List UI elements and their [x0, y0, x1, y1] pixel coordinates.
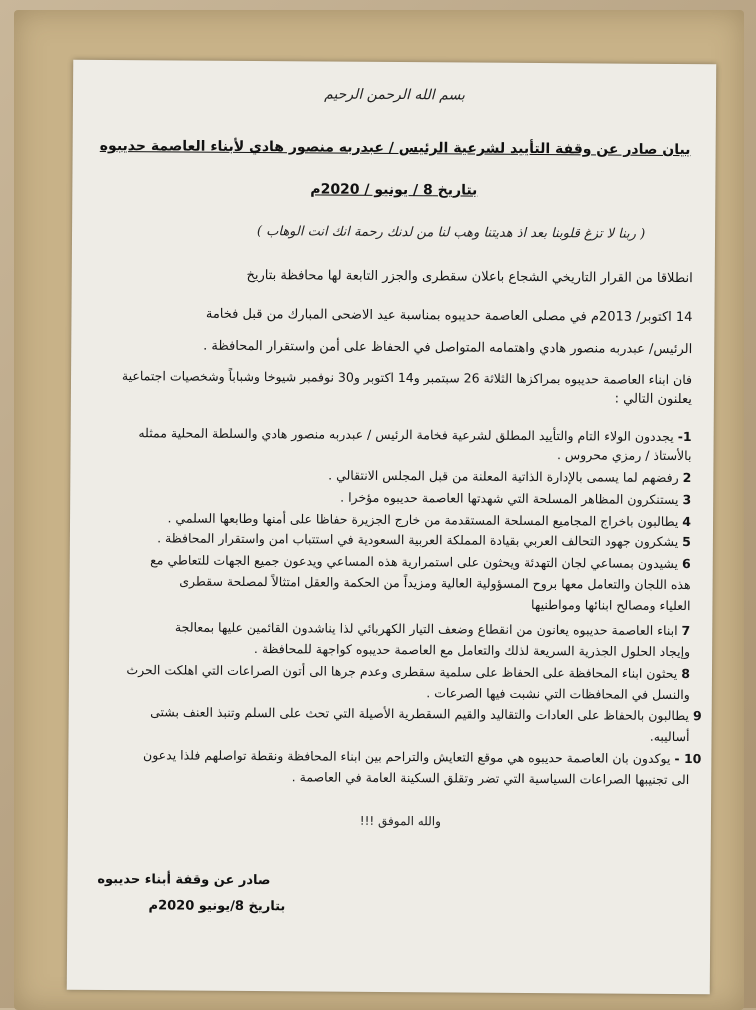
- quran-verse: ( ربنا لا تزغ قلوبنا بعد اذ هديتنا وهب لنا من لدنك رحمة انك انت الوهاب ): [256, 224, 646, 242]
- item-text: بالأستاذ / رمزي محروس .: [556, 447, 692, 464]
- item-text: رفضهم لما يسمى بالإدارة الذاتية المعلنة من قبل المجلس الانتقالي .: [328, 467, 679, 486]
- item-text: الى تجنيبها الصراعات السياسية التي تضر وتقلق السكينة العامة في العاصمة .: [291, 769, 690, 788]
- signature-line: صادر عن وقفة أبناء حديبوه: [97, 871, 271, 889]
- item-text: يشكرون جهود التحالف العربي بقيادة المملكة العربية السعودية في استتباب امن واستقرار المحافظة .: [157, 530, 679, 550]
- intro-line: الرئيس/ عبدربه منصور هادي واهتمامه المتواصل في الحفاظ على أمن واستقرار المحافظة .: [203, 338, 693, 358]
- item-text: يستنكرون المظاهر المسلحة التي شهدتها العاصمة حديبوه مؤخرا .: [340, 489, 679, 508]
- item-text: يجددون الولاء التام والتأييد المطلق لشرعية فخامة الرئيس / عبدربه منصور هادي والسلطة المحلية ممثله: [138, 425, 674, 444]
- item-text: يشيدون بمساعي لجان التهدئة ويحثون على استمرارية هذه المساعي ويدعون جميع الجهات للتعاطي مع: [150, 552, 679, 572]
- second-paragraph-line: يعلنون التالي :: [614, 391, 692, 408]
- item-text: يطالبون باخراج المجاميع المسلحة المستقدمة من خارج الجزيرة حفاظا على أمنها وطابعها السلمي .: [167, 510, 679, 530]
- item-text: العلياء ومصالح ابنائها ومواطنيها: [531, 596, 691, 614]
- signature-date: بتاريخ 8/يونيو 2020م: [148, 898, 286, 915]
- document-date: بتاريخ 8 / يونيو / 2020م: [310, 181, 478, 199]
- closing-line: والله الموفق !!!: [359, 813, 441, 829]
- item-text: هذه اللجان والتعامل معها بروح المسؤولية العالية ومزيداً من الحكمة والعقل امتثالاً لمصلحة سقطرى: [179, 573, 691, 593]
- item-text: أساليبه.: [649, 728, 690, 745]
- item-number: 2: [682, 470, 692, 486]
- item-text: والنسل في المحافظات التي نشبت فيها الصرعات .: [426, 685, 690, 703]
- item-number: 8: [681, 666, 691, 682]
- item-number: 5: [682, 534, 691, 550]
- item-number: 1-: [677, 428, 692, 445]
- item-text: وإيجاد الحلول الجذرية السريعة لذلك والتعامل مع العاصمة حديبوه كواجهة للمحافظة .: [253, 641, 691, 660]
- item-text: ابناء العاصمة حديبوه يعانون من انقطاع وضعف التيار الكهربائي لذا يناشدون القائمين عليها بمعالجة: [174, 619, 678, 638]
- basmala: بسم الله الرحمن الرحيم: [324, 86, 465, 104]
- document-title: بيان صادر عن وقفة التأييد لشرعية الرئيس / عبدربه منصور هادي لأبناء العاصمة حديبوه: [99, 137, 691, 159]
- item-number: 6: [681, 556, 691, 572]
- item-text: يوكدون بان العاصمة حديبوه هي موقع التعايش والتراحم بين ابناء المحافظة ونقطة تواصلهم فلذا يدعون: [143, 747, 671, 766]
- item-number: 7: [681, 623, 691, 639]
- document-sheet: [67, 60, 716, 994]
- intro-line: انطلاقا من القرار التاريخي الشجاع باعلان سقطرى والجزر التابعة لها محافظة بتاريخ: [246, 267, 693, 287]
- item-text: يطالبون بالحفاظ على العادات والتقاليد والقيم السقطرية الأصيلة التي تحث على السلم وتنبذ العنف بشتى: [150, 704, 690, 724]
- intro-line: 14 اكتوبر/ 2013م في مصلى العاصمة حديبوه بمناسبة عيد الاضحى المبارك من قبل فخامة: [205, 306, 693, 326]
- item-number: 9: [692, 708, 702, 724]
- item-text: يحثون ابناء المحافظة على الحفاظ على سلمية سقطرى وعدم جرها الى أتون الصراعات التي اهلكت الحرث: [126, 662, 678, 681]
- item-number: 3: [682, 492, 692, 508]
- second-paragraph-line: فان ابناء العاصمة حديبوه بمراكزها الثلاثة 26 سبتمبر و14 اكتوبر و30 نوفمبر شيوخا وشباباً وشخصيات اجتماعية: [121, 368, 693, 388]
- item-number: 10 -: [674, 750, 702, 767]
- item-number: 4: [682, 514, 692, 530]
